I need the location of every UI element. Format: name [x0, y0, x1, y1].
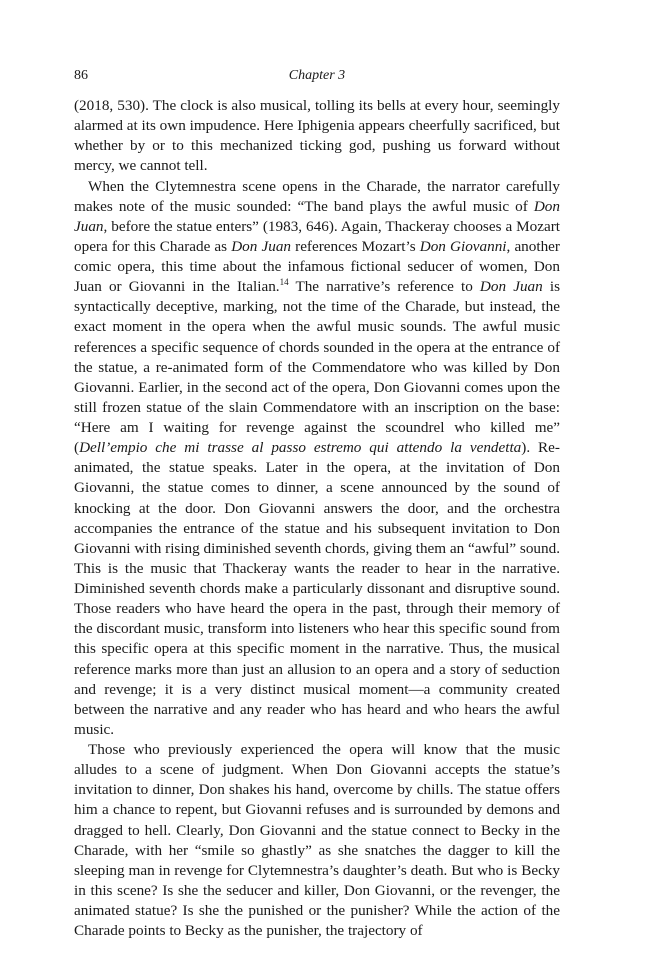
book-page	[74, 62, 560, 941]
italian-inscription: Dell’empio che mi trasse al passo estremo qui attendo la vendetta	[79, 439, 522, 457]
title-don-giovanni: Don Giovanni	[419, 237, 507, 255]
title-don-juan: Don Juan	[74, 197, 560, 235]
page-number: 86	[74, 68, 88, 83]
title-don-juan: Don Juan	[231, 237, 292, 255]
paragraph-2	[74, 177, 560, 741]
paragraph-2-text-l: ). Re-animated, the statue speaks. Later in the opera, at the invitation of Don Giovanni, the statue comes to dinner, a scene announced by the sound of knocking at the door. Don Giovanni answers the door, and the orchestra accompanies the entrance of the statue and his subsequent invitation to Don Giovanni with rising diminished seventh chords, giving them an “awful” sound. This is the music that Thackeray wants the reader to hear in the narrative. Diminished seventh chords make a particularly dissonant and disruptive sound. Those readers who have heard the opera in the past, through their memory of the discordant music, transform into listeners who hear this specific sound from this specific opera at this specific moment in the narrative. Thus, the musical reference marks more than just an allusion to an opera and a story of seduction and revenge; it is a very distinct musical moment—a community created between the narrative and any reader who has heard and who hears the awful music.	[74, 439, 560, 738]
paragraph-2-text-h: The narrative’s reference to	[288, 278, 480, 296]
body-text	[74, 96, 560, 941]
paragraph-2-text-e: references Mozart’s	[291, 237, 420, 255]
paragraph-1-text: (2018, 530). The clock is also musical, tolling its bells at every hour, seemingly alarmed at its own impudence. Here Iphigenia appears cheerfully sacrificed, but whether by or to this mechanized ticking god, pushing us forward without mercy, we cannot tell.	[74, 97, 560, 175]
paragraph-3	[74, 740, 560, 941]
paragraph-2-text-a: When the Clytemnestra scene opens in the Charade, the narrator carefully makes note of the music sounded: “The band plays the awful music of	[74, 177, 560, 215]
running-head	[74, 62, 560, 84]
paragraph-2-text-c: , before the statue enters” (1983, 646). Again, Thackeray chooses a Mozart opera for this Charade as	[74, 217, 560, 255]
chapter-title: Chapter 3	[288, 68, 346, 83]
footnote-reference: 14	[279, 277, 289, 288]
paragraph-3-text: Those who previously experienced the opera will know that the music alludes to a scene of judgment. When Don Giovanni accepts the statue’s invitation to dinner, Don shakes his hand, overcome by chills. The statue offers him a chance to repent, but Giovanni refuses and is surrounded by demons and dragged to hell. Clearly, Don Giovanni and the statue connect to Becky in the Charade, with her “smile so ghastly” as she snatches the dagger to kill the sleeping man in revenge for Clytemnestra’s daughter’s death. But who is Becky in this scene? Is she the seducer and killer, Don Giovanni, or the revenger, the animated statue? Is she the punished or the punisher? While the action of the Charade points to Becky as the punisher, the trajectory of	[74, 741, 560, 940]
title-don-juan: Don Juan	[479, 278, 543, 296]
paragraph-2-text-g: , another comic opera, this time about the infamous fictional seducer of women, Don Juan or Giovanni in the Italian.	[74, 237, 560, 296]
paragraph-2-text-j: is syntactically deceptive, marking, not the time of the Charade, but instead, the exact moment in the opera when the awful music sounds. The awful music references a specific sequence of chords sounded in the opera at the entrance of the statue, a re-animated form of the Commendatore who was killed by Don Giovanni. Earlier, in the second act of the opera, Don Giovanni comes upon the still frozen statue of the slain Commendatore with an inscription on the base: “Here am I waiting for revenge against the scoundrel who killed me” (	[74, 278, 560, 457]
paragraph-1	[74, 96, 560, 177]
